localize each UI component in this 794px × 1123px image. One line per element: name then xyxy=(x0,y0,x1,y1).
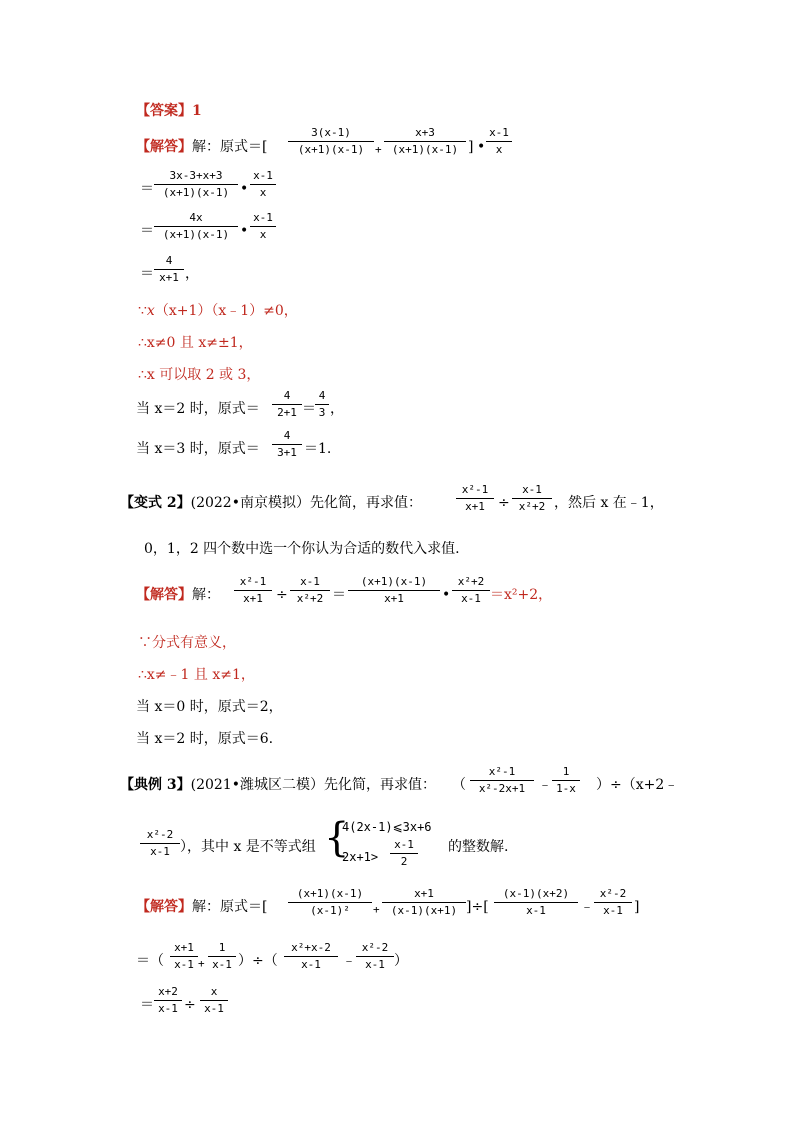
fraction: (x+1)(x-1) x+1 xyxy=(348,575,440,606)
inequality: 2x+1> xyxy=(342,850,379,864)
minus-sign: ﹣ xyxy=(342,953,356,969)
dot-operator: • xyxy=(240,223,249,239)
fraction: x-1 x²+2 xyxy=(290,575,330,606)
minus-sign: ﹣ xyxy=(538,777,552,793)
fraction: x x-1 xyxy=(200,985,228,1016)
operator: ]÷[ xyxy=(466,899,489,915)
substitute-line: 当 x＝2 时，原式＝ xyxy=(136,401,260,417)
minus-sign: ﹣ xyxy=(580,899,594,915)
result-text: ＝x²+2， xyxy=(490,587,553,603)
fraction: 1 1-x xyxy=(552,765,580,796)
fraction: x²-1 x+1 xyxy=(234,575,272,606)
fraction: 4 2+1 xyxy=(272,389,302,420)
equals-sign: ＝ xyxy=(332,587,346,603)
fraction: 4 x+1 xyxy=(154,254,184,285)
fraction: (x+1)(x-1) (x-1)² xyxy=(288,887,372,918)
fraction: x²-2 x-1 xyxy=(140,828,180,859)
fraction: x²-2 x-1 xyxy=(356,941,394,972)
fraction: x+1 x-1 xyxy=(170,941,198,972)
divide-sign: ÷ xyxy=(498,495,510,511)
fraction: 4 3+1 xyxy=(272,429,302,460)
fraction: x+3 (x+1)(x-1) xyxy=(384,126,466,157)
problem-text: 0，1，2 四个数中选一个你认为合适的数代入求值. xyxy=(144,541,460,557)
fraction: x-1 x xyxy=(250,211,276,242)
variant-2-header: 【变式 2】(2022•南京模拟）先化简，再求值： xyxy=(120,495,422,511)
therefore-line: ∴x≠0 且 x≠±1， xyxy=(138,335,253,351)
inequality: 4(2x-1)⩽3x+6 xyxy=(342,820,432,834)
paren: （ xyxy=(452,777,466,793)
dot-operator: • xyxy=(477,139,486,155)
operator: ）÷（ xyxy=(238,953,278,969)
fraction: x-1 x xyxy=(486,126,512,157)
fraction: 4x (x+1)(x-1) xyxy=(154,211,238,242)
problem-text: ），其中 x 是不等式组 xyxy=(180,839,316,855)
answer-label: 【答案】1 xyxy=(136,103,202,119)
comma: ， xyxy=(330,401,344,417)
bracket: ] xyxy=(634,899,640,915)
example-3-header: 【典例 3】(2021•潍城区二模）先化简，再求值： xyxy=(120,777,436,793)
result-text: ＝1. xyxy=(304,441,332,457)
fraction: x-1 x²+2 xyxy=(512,483,552,514)
equals-sign: ＝ xyxy=(140,181,154,197)
answer-value: 1 xyxy=(192,103,202,119)
divide-sign: ÷ xyxy=(184,997,196,1013)
equals-sign: ＝ xyxy=(140,223,154,239)
problem-text: ，然后 x 在﹣1， xyxy=(554,495,664,511)
problem-text: 的整数解. xyxy=(448,839,509,855)
fraction: 3x-3+x+3 (x+1)(x-1) xyxy=(154,169,238,200)
solution-2-intro: 【解答】解： xyxy=(136,587,220,603)
plus-sign: + xyxy=(198,957,205,970)
fraction: (x-1)(x+2) x-1 xyxy=(494,887,578,918)
fraction: x²-2 x-1 xyxy=(594,887,632,918)
equals-sign: ＝（ xyxy=(136,953,164,969)
fraction: x²+2 x-1 xyxy=(452,575,490,606)
fraction: x-1 x xyxy=(250,169,276,200)
plus-sign: + xyxy=(373,903,380,916)
comma: ， xyxy=(185,266,199,282)
fraction: x²+x-2 x-1 xyxy=(284,941,338,972)
equals-sign: ＝ xyxy=(140,997,154,1013)
problem-text: ）÷（x+2﹣ xyxy=(596,777,679,793)
therefore-line: ∴x≠﹣1 且 x≠1， xyxy=(138,667,255,683)
condition-line: ∵分式有意义， xyxy=(138,635,236,651)
fraction: 1 x-1 xyxy=(208,941,236,972)
therefore-line: ∴x 可以取 2 或 3， xyxy=(138,367,261,383)
substitute-line: 当 x＝2 时，原式＝6. xyxy=(136,731,274,747)
fraction: x+1 (x-1)(x+1) xyxy=(382,887,466,918)
condition-line: ∵x（x+1）（x﹣1）≠0， xyxy=(138,303,298,319)
fraction: x-1 2 xyxy=(390,838,418,869)
substitute-line: 当 x＝0 时，原式＝2， xyxy=(136,699,283,715)
dot-operator: • xyxy=(442,587,451,603)
bracket: ] xyxy=(468,139,474,155)
fraction: 3(x-1) (x+1)(x-1) xyxy=(288,126,374,157)
solution-label: 【解答】 xyxy=(136,139,192,155)
equals-sign: ＝ xyxy=(140,266,154,282)
fraction: x+2 x-1 xyxy=(154,985,182,1016)
solution-1-intro: 【解答】解：原式＝[ xyxy=(136,139,268,155)
fraction: x²-1 x²-2x+1 xyxy=(470,765,534,796)
paren: ） xyxy=(394,953,408,969)
fraction: 4 3 xyxy=(315,389,329,420)
substitute-line: 当 x＝3 时，原式＝ xyxy=(136,441,260,457)
fraction: x²-1 x+1 xyxy=(456,483,494,514)
dot-operator: • xyxy=(240,181,249,197)
plus-sign: + xyxy=(375,143,382,156)
divide-sign: ÷ xyxy=(276,587,288,603)
equals-sign: ＝ xyxy=(302,401,316,417)
solution-3-intro: 【解答】解：原式＝[ xyxy=(136,899,268,915)
brace-icon: { xyxy=(324,815,350,861)
